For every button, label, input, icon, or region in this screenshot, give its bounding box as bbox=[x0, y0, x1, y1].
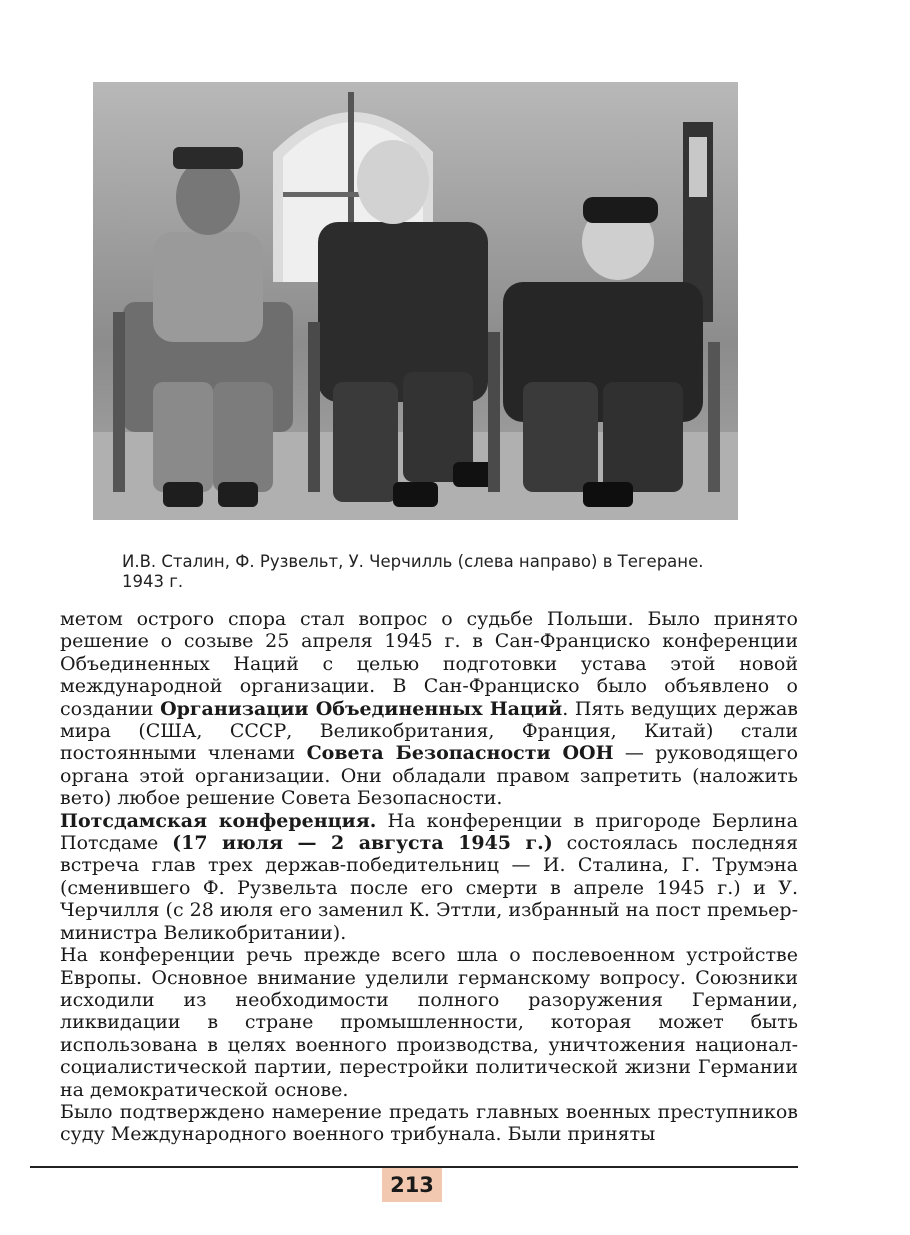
paragraph bbox=[60, 944, 798, 1101]
body-text bbox=[60, 608, 798, 1146]
text-run: . Пять ведущих держав мира (США, СССР, Великобритания, Франция, Китай) стали постоянными членами bbox=[60, 697, 798, 765]
text-run: — руководящего органа этой организации. Они обладали правом запретить (наложить вето) любое решение Совета Безопасности. bbox=[60, 742, 799, 810]
text-run: состоялась последняя встреча глав трех держав-победительниц — И. Сталина, Г. Трумэна (сменившего Ф. Рузвельта после его смерти в апреле 1945 г.) и У. Черчилля (с 28 июля его заменил К. Эттли, избранный на пост премьер-министра Великобритании). bbox=[60, 832, 799, 944]
photo-caption: И.В. Сталин, Ф. Рузвельт, У. Черчилль (слева направо) в Тегеране. 1943 г. bbox=[122, 552, 704, 591]
bold-term: (17 июля — 2 августа 1945 г.) bbox=[172, 832, 553, 855]
paragraph bbox=[60, 1101, 798, 1146]
bold-term: Организации Объединенных Наций bbox=[160, 697, 563, 720]
page-number: 213 bbox=[382, 1168, 442, 1202]
text-run: На конференции в пригороде Берлина Потсдаме bbox=[60, 809, 798, 855]
paragraph bbox=[60, 608, 798, 810]
paragraph bbox=[60, 810, 798, 944]
text-run: На конференции речь прежде всего шла о послевоенном устройстве Европы. Основное внимание уделили германскому вопросу. Союзники исходили из необходимости полного разоружения Германии, ликвидации в стране промышленности, которая может быть использована в целях военного производства, уничтожения национал-социалистической партии, перестройки политической жизни Германии на демократической основе. bbox=[60, 944, 798, 1101]
text-run: метом острого спора стал вопрос о судьбе Польши. Было принято решение о созыве 25 апреля 1945 г. в Сан-Франциско конференции Объединенных Наций с целью подготовки устава этой новой международной организации. В Сан-Франциско было объявлено о создании bbox=[60, 608, 798, 720]
text-run: Было подтверждено намерение предать главных военных преступников суду Международного военного трибунала. Были приняты bbox=[60, 1100, 798, 1146]
historical-photo bbox=[93, 82, 738, 520]
bold-term: Потсдамская конференция. bbox=[60, 809, 377, 832]
bold-term: Совета Безопасности ООН bbox=[306, 742, 614, 765]
